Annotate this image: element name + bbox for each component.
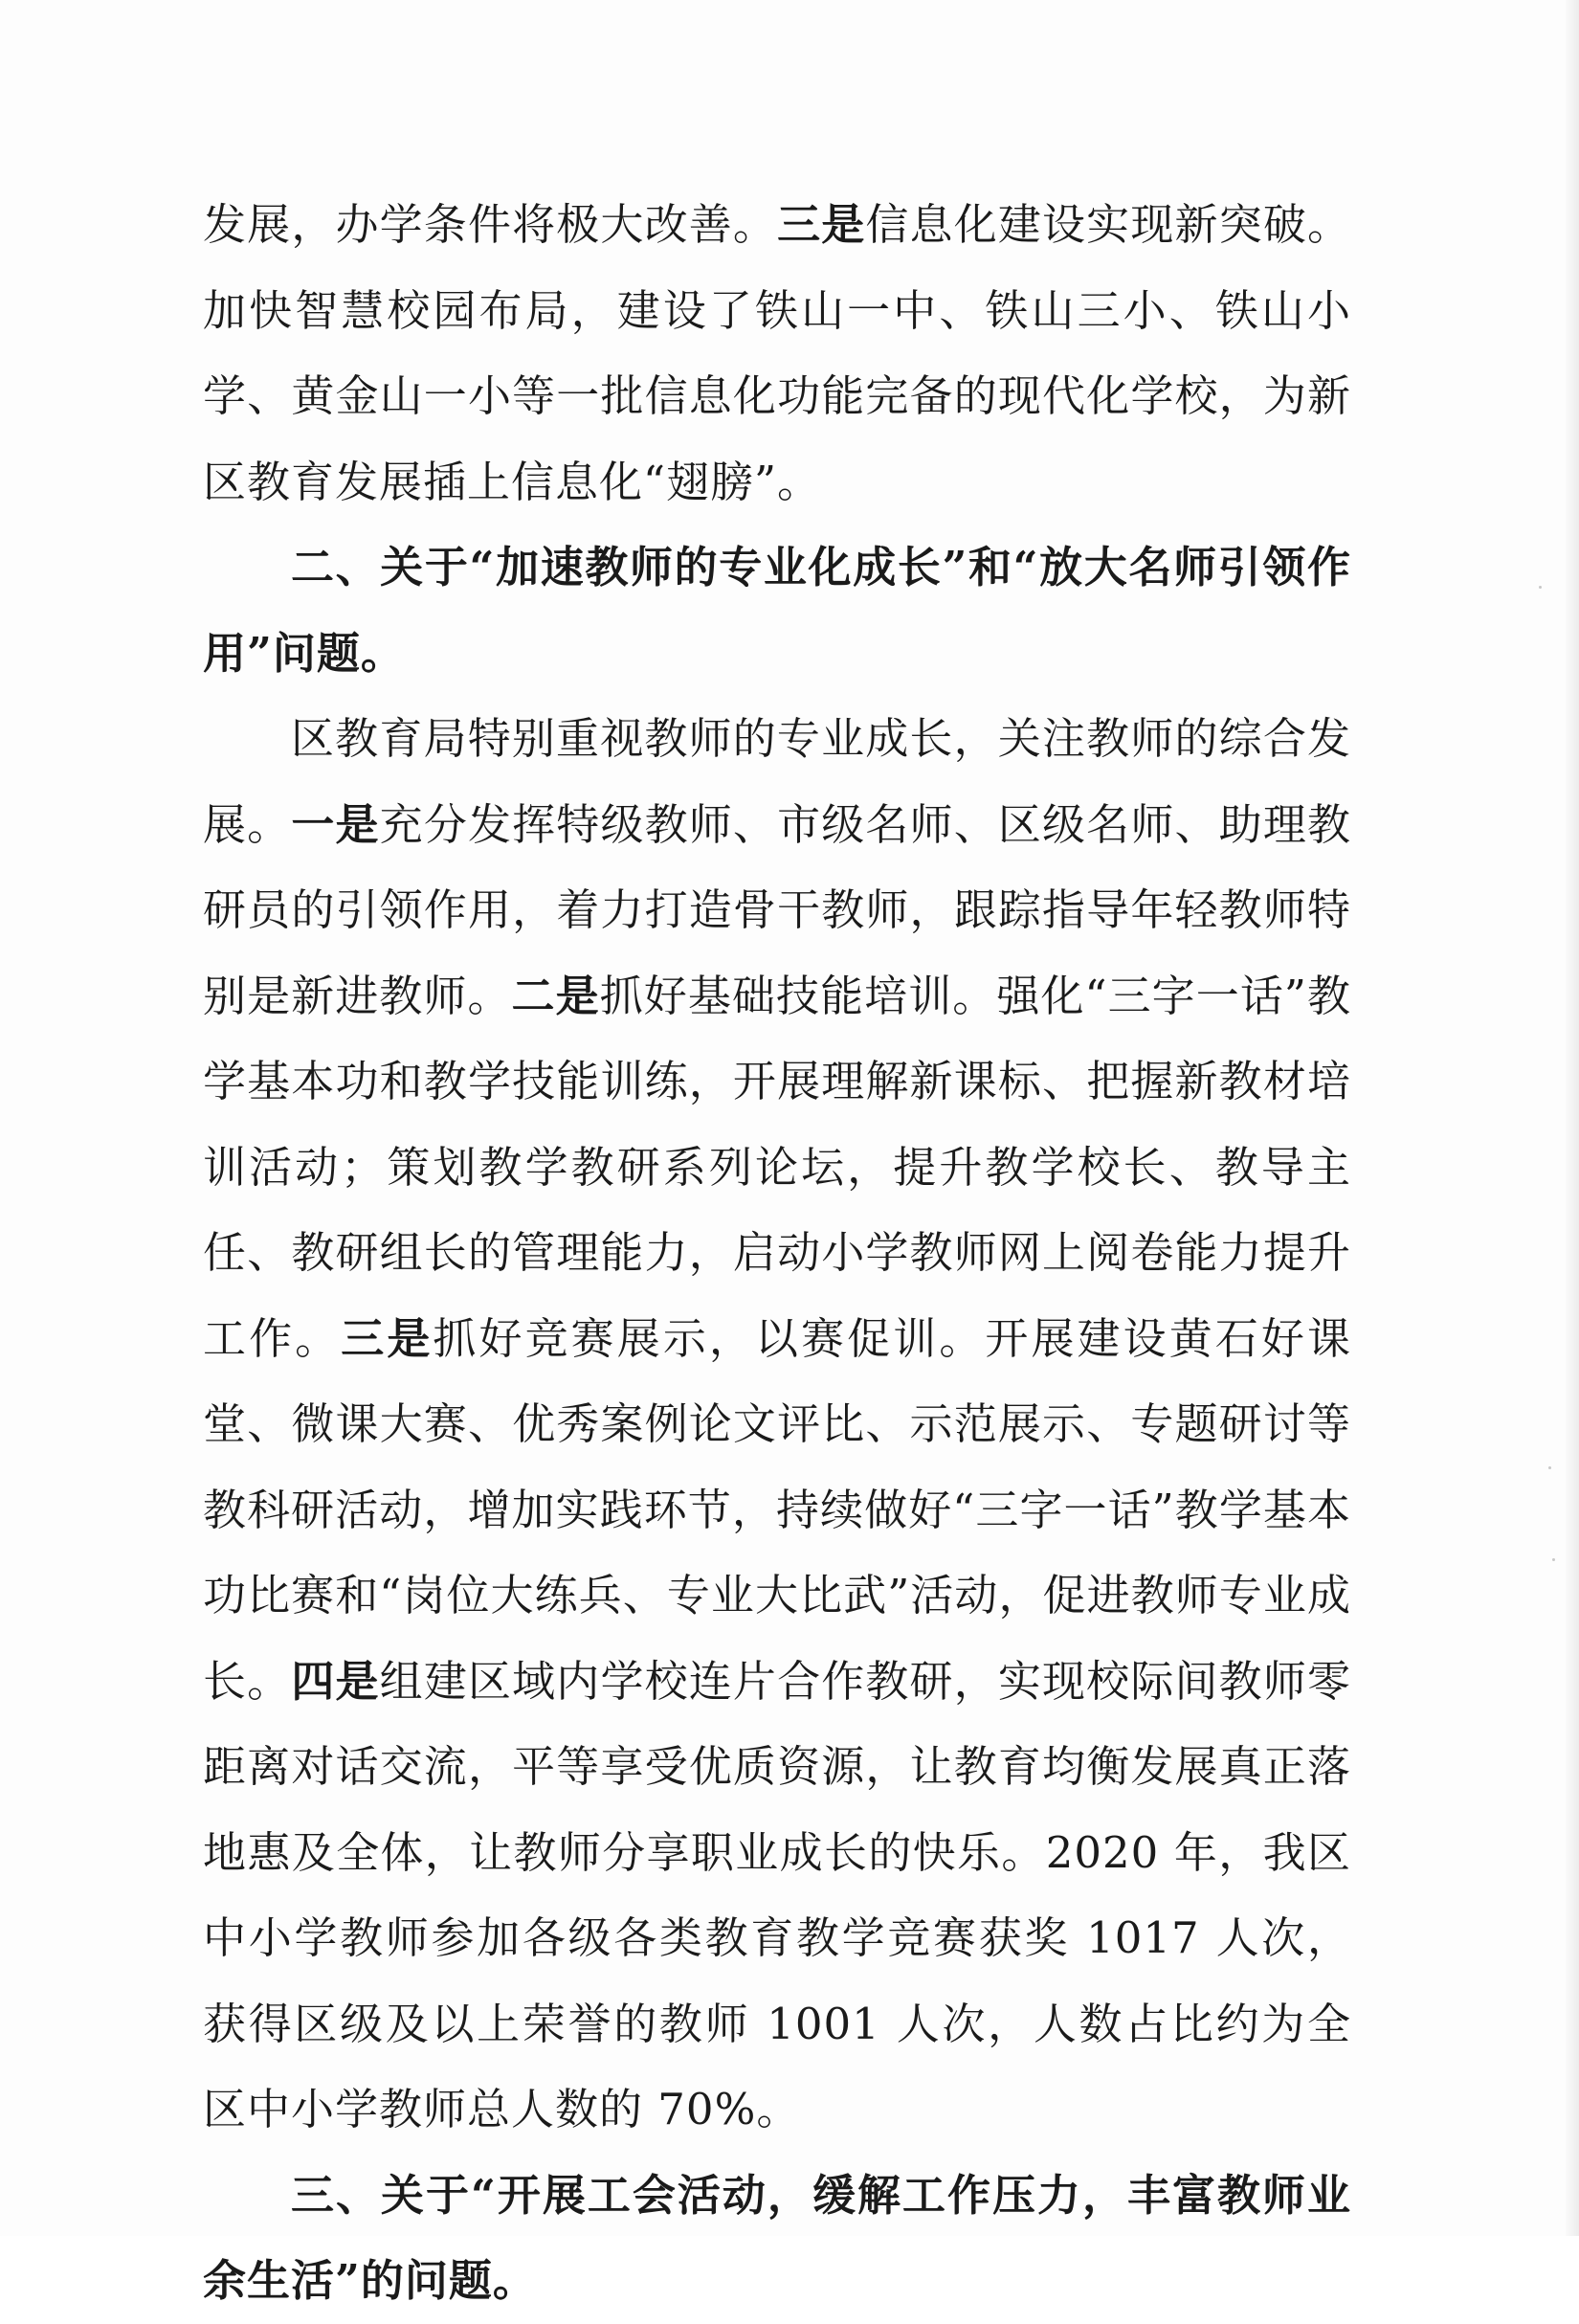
- scan-speck: [1548, 1466, 1551, 1469]
- text-segment: 三、关于“开展工会活动，缓解工作压力，丰富教师业余生活”的问题。: [203, 2169, 1351, 2306]
- emphasis-marker: 三是: [341, 1312, 434, 1364]
- emphasis-marker: 二是: [511, 970, 600, 1021]
- text-segment: 区教育局特别重视教师的专业成长，关注教师的综合发展。: [203, 713, 1351, 850]
- scan-speck: [1552, 1558, 1555, 1561]
- text-segment: 充分发挥特级教师、市级名师、区级名师、助理教研员的引领作用，着力打造骨干教师，跟踪指导年轻教师特别是新进教师。: [203, 798, 1351, 1021]
- text-segment: 发展，办学条件将极大改善。: [203, 199, 778, 250]
- text-segment: 抓好基础技能培训。强化“三字一话”教学基本功和教学技能训练，开展理解新课标、把握新教材培训活动；策划教学教研系列论坛，提升教学校长、教导主任、教研组长的管理能力，启动小学教师网上阅卷能力提升工作。: [203, 970, 1351, 1364]
- text-segment: 二、关于“加速教师的专业化成长”和“放大名师引领作用”问题。: [203, 542, 1351, 679]
- page-right-edge: [1566, 0, 1579, 2236]
- scan-speck: [1539, 586, 1542, 589]
- emphasis-marker: 四是: [291, 1655, 380, 1707]
- body-paragraph: [203, 696, 1351, 2153]
- text-segment: 信息化建设实现新突破。加快智慧校园布局，建设了铁山一中、铁山三小、铁山小学、黄金山一小等一批信息化功能完备的现代化学校，为新区教育发展插上信息化“翅膀”。: [203, 199, 1351, 507]
- emphasis-marker: 三是: [777, 199, 866, 250]
- body-paragraph: [203, 182, 1351, 525]
- text-segment: 组建区域内学校连片合作教研，实现校际间教师零距离对话交流，平等享受优质资源，让教育均衡发展真正落地惠及全体，让教师分享职业成长的快乐。2020 年，我区中小学教师参加各级各类教育教学竞赛获奖 1017 人次，获得区级及以上荣誉的教师 1001 人次，人数占比约为全区中小学教师总人数的 70%。: [203, 1655, 1351, 2134]
- emphasis-marker: 一是: [291, 798, 380, 850]
- section-heading: [203, 2153, 1351, 2324]
- document-body: [203, 182, 1351, 2324]
- section-heading: [203, 525, 1351, 696]
- text-segment: 抓好竞赛展示，以赛促训。开展建设黄石好课堂、微课大赛、优秀案例论文评比、示范展示、专题研讨等教科研活动，增加实践环节，持续做好“三字一话”教学基本功比赛和“岗位大练兵、专业大比武”活动，促进教师专业成长。: [203, 1312, 1351, 1707]
